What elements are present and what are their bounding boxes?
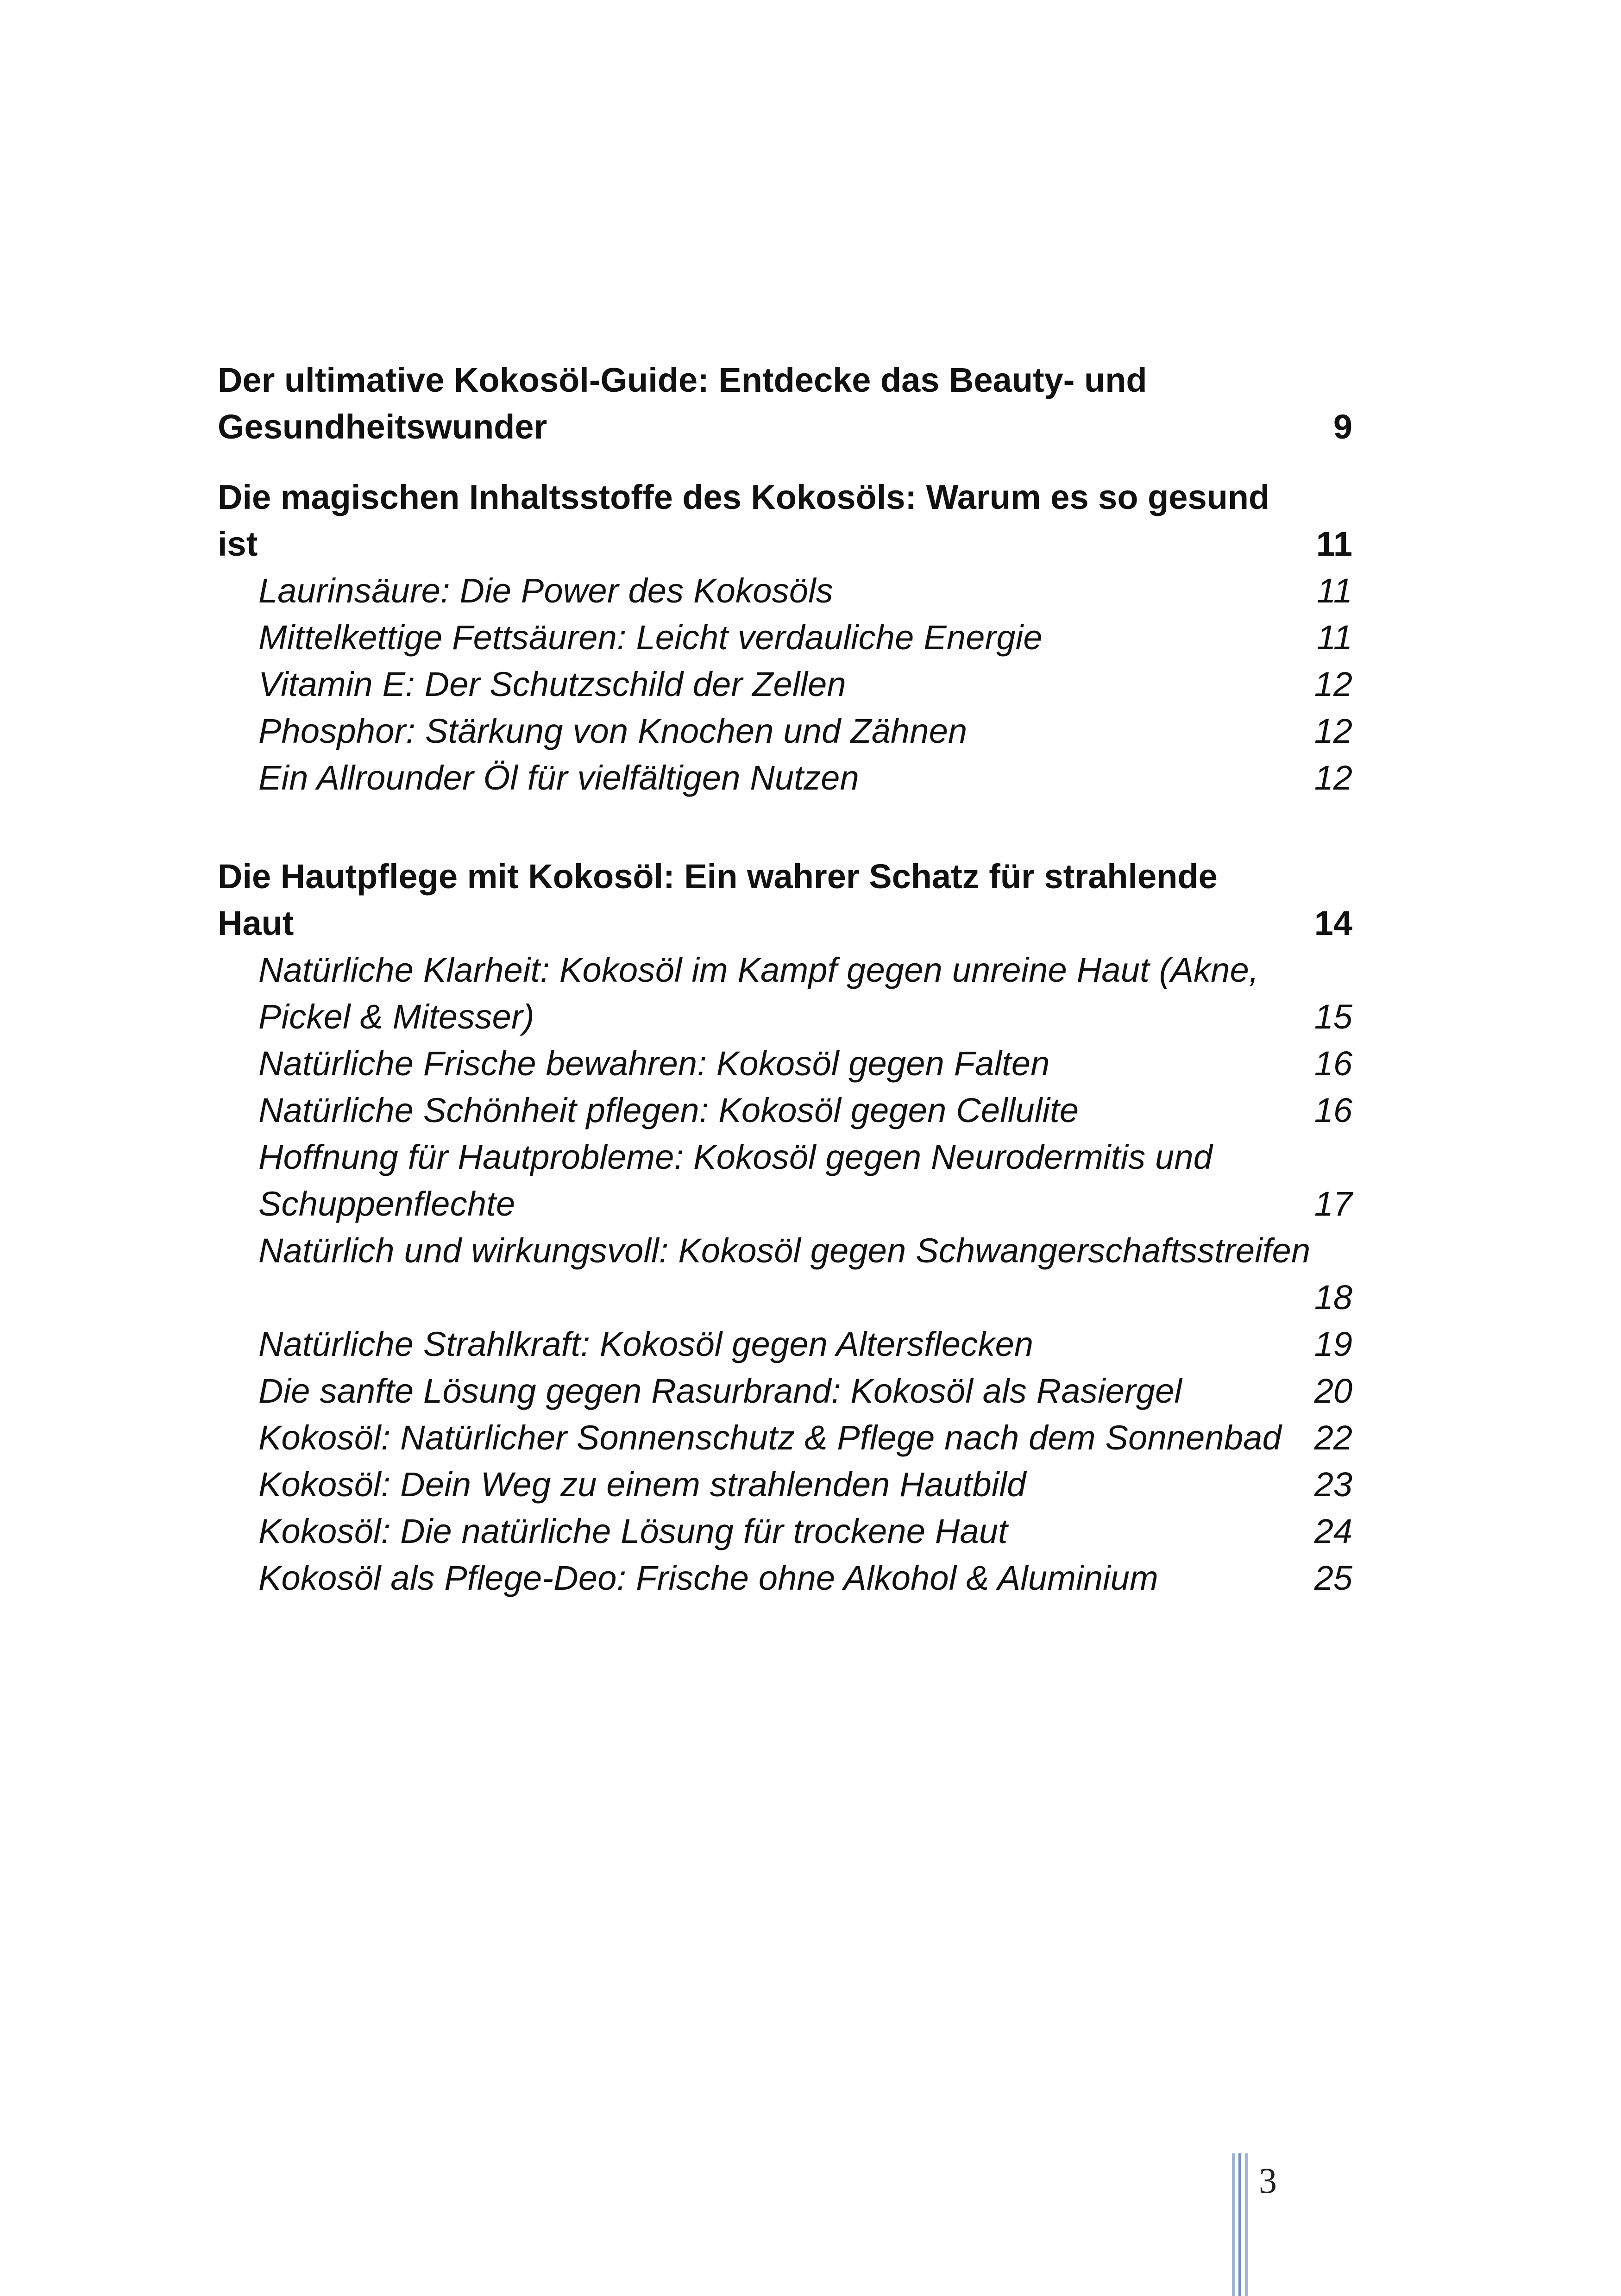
- toc-entry-title: Natürliche Schönheit pflegen: Kokosöl gegen Cellulite: [258, 1091, 1079, 1129]
- toc-entry-title: Natürliche Strahlkraft: Kokosöl gegen Altersflecken: [258, 1325, 1034, 1363]
- toc-entry-subsection[interactable]: [218, 1040, 1352, 1087]
- footer-rule: [1245, 2153, 1248, 2296]
- toc-page-number: 9: [1333, 408, 1352, 446]
- toc-page-number: 20: [1314, 1372, 1352, 1410]
- table-of-contents: [218, 357, 1352, 1601]
- toc-page-number: 24: [1314, 1512, 1352, 1550]
- toc-page-number: 15: [1314, 997, 1352, 1036]
- toc-entry-title: Natürliche Frische bewahren: Kokosöl gegen Falten: [258, 1044, 1050, 1083]
- toc-page-number: 25: [1314, 1559, 1352, 1597]
- toc-entry-subsection[interactable]: [218, 1461, 1352, 1508]
- toc-entry-subsection[interactable]: [218, 1368, 1352, 1414]
- toc-page-number: 16: [1314, 1091, 1352, 1129]
- toc-entry-title: Die Hautpflege mit Kokosöl: Ein wahrer Schatz für strahlende Haut: [218, 857, 1218, 942]
- toc-entry-subsection[interactable]: [218, 567, 1352, 614]
- toc-entry-chapter[interactable]: [218, 474, 1352, 567]
- toc-entry-title: Kokosöl: Dein Weg zu einem strahlenden Hautbild: [258, 1465, 1026, 1504]
- toc-entry-subsection[interactable]: [218, 708, 1352, 754]
- footer-rule: [1238, 2153, 1241, 2296]
- toc-entry-title: Der ultimative Kokosöl-Guide: Entdecke das Beauty- und: [218, 361, 1147, 399]
- toc-entry-subsection[interactable]: [218, 947, 1352, 1040]
- toc-entry-title: Phosphor: Stärkung von Knochen und Zähnen: [258, 712, 968, 750]
- page-number: 3: [1259, 2160, 1277, 2201]
- toc-entry-title: Kokosöl: Die natürliche Lösung für trockene Haut: [258, 1512, 1008, 1550]
- toc-entry-subsection[interactable]: [218, 1555, 1352, 1601]
- toc-entry-title: Ein Allrounder Öl für vielfältigen Nutzen: [258, 759, 859, 797]
- toc-page-number: 11: [1317, 618, 1352, 657]
- toc-entry-title: Die sanfte Lösung gegen Rasurbrand: Kokosöl als Rasiergel: [258, 1372, 1182, 1410]
- toc-entry-title: Kokosöl als Pflege-Deo: Frische ohne Alkohol & Aluminium: [258, 1559, 1158, 1597]
- toc-entry-subsection[interactable]: [218, 754, 1352, 801]
- toc-page-number: 19: [1314, 1325, 1352, 1363]
- toc-page-number: 14: [1314, 904, 1352, 942]
- toc-entry-title: Natürliche Klarheit: Kokosöl im Kampf gegen unreine Haut (Akne,: [258, 951, 1259, 989]
- toc-entry-title: Gesundheitswunder: [218, 408, 547, 446]
- toc-page-number: 12: [1314, 712, 1352, 750]
- toc-entry-title: Laurinsäure: Die Power des Kokosöls: [258, 571, 833, 610]
- toc-entry-title: Die magischen Inhaltsstoffe des Kokosöls: Warum es so gesund ist: [218, 478, 1270, 563]
- toc-entry-subsection[interactable]: [218, 1321, 1352, 1368]
- toc-entry-title: Schuppenflechte: [258, 1185, 515, 1223]
- toc-page-number: 23: [1314, 1465, 1352, 1504]
- toc-entry-subsection[interactable]: [218, 1087, 1352, 1134]
- toc-entry-title: Vitamin E: Der Schutzschild der Zellen: [258, 665, 846, 703]
- toc-page-number: 11: [1316, 525, 1352, 563]
- toc-entry-title: Natürlich und wirkungsvoll: Kokosöl gegen Schwangerschaftsstreifen: [258, 1231, 1311, 1270]
- toc-entry-subsection[interactable]: [218, 1134, 1352, 1227]
- toc-page-number: 16: [1314, 1044, 1352, 1083]
- toc-entry-title: Mittelkettige Fettsäuren: Leicht verdauliche Energie: [258, 618, 1043, 657]
- toc-page-number: 11: [1317, 571, 1352, 610]
- toc-entry-chapter[interactable]: [218, 853, 1352, 947]
- toc-page-number: 12: [1314, 759, 1352, 797]
- toc-entry-chapter[interactable]: [218, 357, 1352, 450]
- toc-entry-subsection[interactable]: [218, 1414, 1352, 1461]
- toc-entry-title: Pickel & Mitesser): [258, 997, 534, 1036]
- toc-entry-title: Hoffnung für Hautprobleme: Kokosöl gegen Neurodermitis und: [258, 1138, 1213, 1176]
- toc-page-number: 12: [1314, 665, 1352, 703]
- toc-entry-subsection[interactable]: [218, 661, 1352, 708]
- toc-entry-title: Kokosöl: Natürlicher Sonnenschutz & Pflege nach dem Sonnenbad: [258, 1418, 1282, 1457]
- toc-page-number: 22: [1314, 1418, 1352, 1457]
- toc-entry-subsection[interactable]: [218, 1508, 1352, 1555]
- toc-entry-subsection[interactable]: [218, 614, 1352, 661]
- toc-entry-subsection[interactable]: [218, 1227, 1352, 1321]
- toc-page-number: 17: [1314, 1185, 1352, 1223]
- footer-rule: [1232, 2153, 1235, 2296]
- toc-page-number: 18: [1314, 1278, 1352, 1317]
